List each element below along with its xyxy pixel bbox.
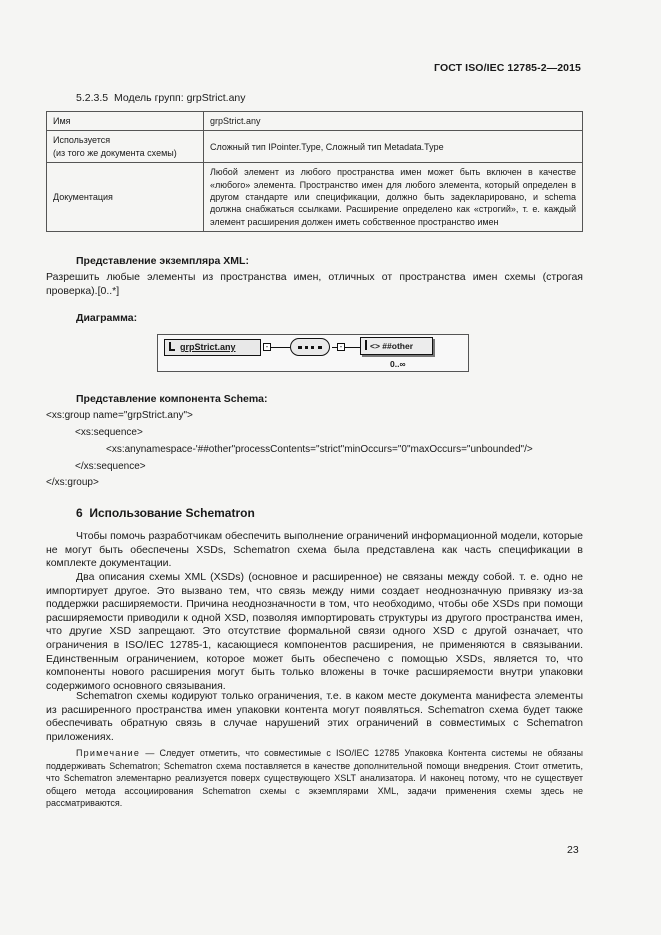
section-number: 5.2.3.5: [76, 92, 109, 104]
paragraph: Schematron схемы кодируют только ограничения, т.е. в каком месте документа манифеста элементы из расширенного пространства имен упаковки контента могут появляться. Schematron схема будет также обеспечивать обратную связь в случае нарушений этих ограничений в совместимых с Schematron приложениях.: [46, 690, 583, 743]
xml-instance-heading: Представление экземпляра XML:: [76, 255, 249, 267]
paragraph: Два описания схемы XML (XSDs) (основное и расширенное) не связаны между собой. т. е. одно не импортирует другое. Это вызвано тем, что связь между ними создает неоднозначную привязку из-за поддержки расширяемости. Причина неоднозначности в том, что необходимо, чтобы обе XSDs при помощи расширяемости приводили к одной XSD, позволяя импортировать структуры из другого пространства имен, что другие XSD запрещают. Это отсутствие формальной связи одного XSD с другой означает, что ограничения в ISO/IEC 12785-1, касающиеся компонентов расширения, не применяются в связывании. Единственным ограничением, которое может быть обеспечено с помощью XSDs, является то, что компоненты нового расширения могут быть только вложены в точке расширяемости внутри упаковки содержимого основного связывания.: [46, 571, 583, 692]
table-row: [47, 112, 583, 131]
collapse-icon: -: [337, 343, 345, 351]
any-label: ##other: [382, 341, 414, 351]
table-cell-label: Документация: [47, 163, 204, 232]
connector-line: [271, 347, 290, 348]
model-group-table: [46, 111, 583, 232]
connector-line: [345, 347, 360, 348]
xml-instance-text: Разрешить любые элементы из пространства имен, отличных от пространства имен схемы (строгая проверка).[0..*]: [46, 271, 583, 297]
schema-line: <xs:sequence>: [75, 427, 143, 438]
note-label: Примечание: [76, 748, 141, 758]
note-text: — Следует отметить, что совместимые с ISO/IEC 12785 Упаковка Контента системы не обязаны поддерживать Schematron; Schematron схема поставляется в качестве дополнительной помощи внедрения. Стоит отметить, что Schematron элементарно реализуется поверх существующего XSLT анализатора. И наконец потому, что не существует общего метода ассоциирования Schematron схемы с экземплярами XML, задачи применения схемы здесь не рассматриваются.: [46, 748, 583, 809]
group-label: grpStrict.any: [180, 342, 236, 352]
table-cell-label: Имя: [47, 112, 204, 131]
standard-header: ГОСТ ISO/IEC 12785-2—2015: [434, 62, 581, 74]
schema-line: </xs:group>: [46, 477, 99, 488]
table-cell-label: [47, 131, 204, 163]
paragraph: Чтобы помочь разработчикам обеспечить выполнение ограничений информационной модели, которые не могут быть обеспечены XSDs, Schematron схема была представлена как часть спецификации в комплекте документации.: [46, 530, 583, 570]
diagram-heading: Диаграмма:: [76, 312, 138, 324]
group-box: [164, 339, 261, 356]
group-icon: [169, 342, 175, 351]
any-element-box: <> ##other: [360, 337, 433, 355]
schema-heading: Представление компонента Schema:: [76, 393, 268, 405]
table-cell-documentation: Любой элемент из любого пространства имен может быть включен в качестве «любого» элемента. Пространство имен для любого элемента, который определен в другом стандарте или спецификации, должно быть задекларировано, и schema должна снабжаться ссылками. Расширение определено как «строгий», т. е. каждый элемент расширения должен иметь собственное пространство имен: [204, 163, 583, 232]
note: [46, 747, 583, 810]
page-number: 23: [567, 844, 579, 856]
any-bracket-icon: [365, 340, 368, 350]
section-title: Модель групп: grpStrict.any: [113, 92, 246, 104]
section-heading: [76, 92, 246, 104]
sequence-compositor: [290, 338, 330, 356]
schema-line: <xs:anynamespace-'##other"processContents="strict"minOccurs="0"maxOccurs="unbounded"/>: [106, 444, 533, 455]
schema-line: <xs:group name="grpStrict.any">: [46, 410, 193, 421]
table-row: [47, 163, 583, 232]
label-line: Используется: [53, 135, 111, 146]
collapse-icon: -: [263, 343, 271, 351]
sequence-icon: [298, 346, 322, 349]
occurrence-label: 0..∞: [390, 359, 406, 369]
schema-line: </xs:sequence>: [75, 461, 146, 472]
table-row: [47, 131, 583, 163]
table-cell-value: Сложный тип IPointer.Type, Сложный тип Metadata.Type: [204, 131, 583, 163]
chapter-title: 6 Использование Schematron: [76, 506, 255, 520]
table-cell-value: grpStrict.any: [204, 112, 583, 131]
label-line: (из того же документа схемы): [53, 147, 177, 158]
